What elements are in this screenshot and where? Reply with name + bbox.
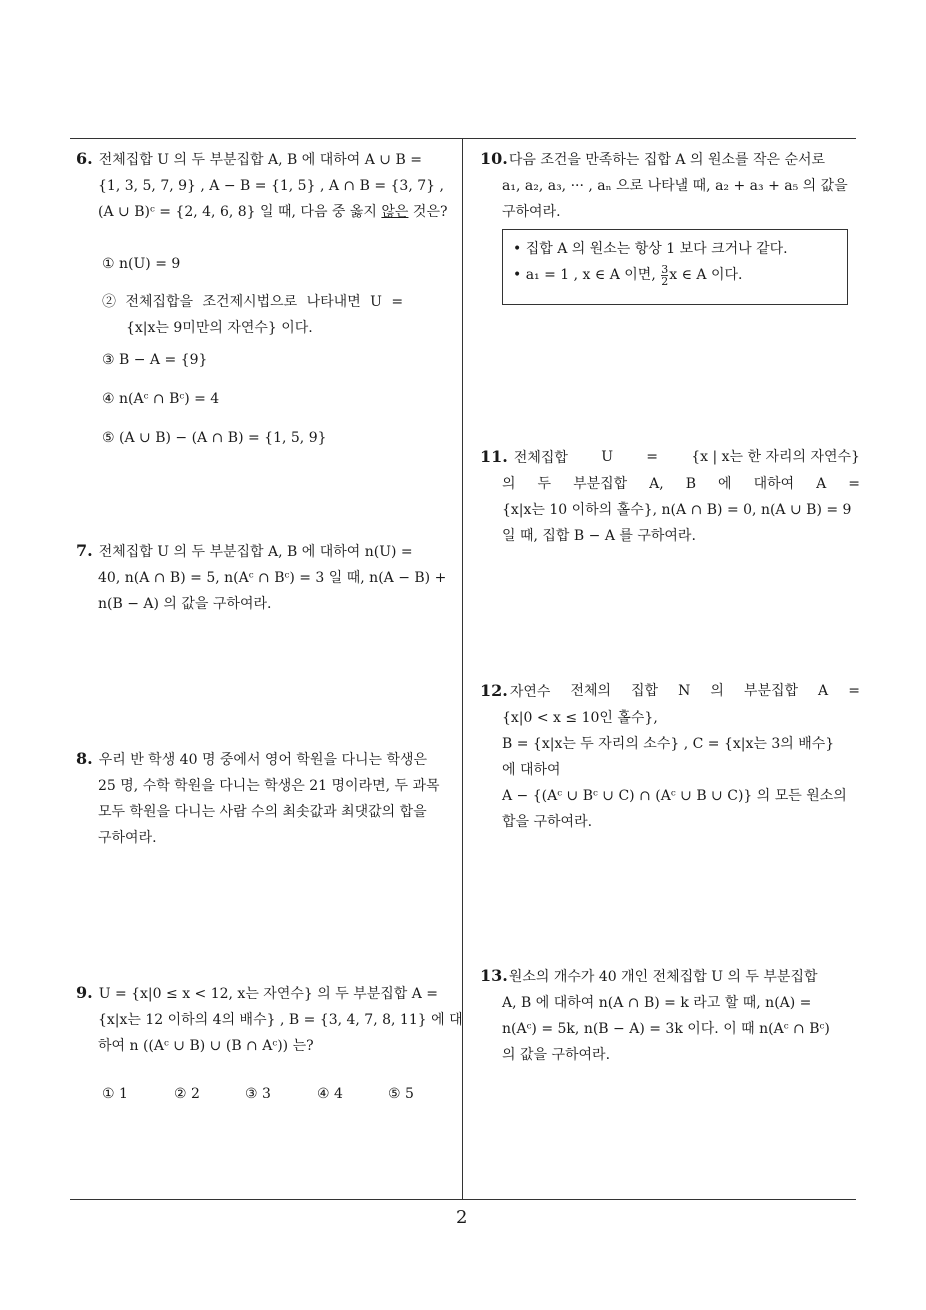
question-text-line: a₁, a₂, a₃, ··· , aₙ 으로 나타낼 때, a₂ + a₃ + a₅ 의 값을 (502, 178, 848, 194)
question-9 (76, 980, 463, 1059)
question-number: 10. (480, 149, 508, 168)
question-text-line: 합을 구하여라. (502, 814, 593, 830)
question-text-line: 25 명, 수학 학원을 다니는 학생은 21 명이라면, 두 과목 (98, 778, 440, 794)
question-word: 에 (718, 476, 732, 492)
question-word: = (848, 683, 860, 699)
question-13 (480, 963, 860, 1068)
question-number: 13. (480, 966, 508, 985)
question-word: 전체집합 (513, 450, 568, 466)
question-text-line: 일 때, 집합 B − A 를 구하여라. (502, 528, 696, 544)
condition-line-2-tail: x ∈ A 이다. (669, 267, 743, 283)
question-text-line: {x|x는 10 이하의 홀수}, n(A ∩ B) = 0, n(A ∪ B) = 9 (502, 502, 852, 518)
question-word: 의 (710, 683, 724, 699)
question-word: 의 (502, 476, 516, 492)
column-divider (462, 138, 463, 1200)
question-word: = (848, 476, 860, 492)
q9-choice-4: ④ 4 (317, 1086, 343, 1102)
q6-choice-2-cont: {x|x는 9미만의 자연수} 이다. (126, 320, 313, 336)
question-text-line: n(Aᶜ) = 5k, n(B − A) = 3k 이다. 이 때 n(Aᶜ ∩ Bᶜ) (502, 1021, 830, 1037)
question-text-line: 전체집합 U 의 두 부분집합 A, B 에 대하여 n(U) = (98, 544, 413, 560)
question-text-line: 구하여라. (502, 204, 561, 220)
question-text-line: (A ∪ B)ᶜ = {2, 4, 6, 8} 일 때, 다음 중 옳지 (98, 204, 382, 220)
q9-choice-5: ⑤ 5 (388, 1086, 414, 1102)
q6-choice-1: ① n(U) = 9 (102, 256, 181, 272)
question-word: A (818, 683, 829, 699)
underlined-word: 않은 (381, 204, 409, 220)
question-word: 자연수 (509, 684, 551, 700)
question-word: {x | x는 한 자리의 자연수} (691, 449, 860, 465)
question-text-line: 구하여라. (98, 830, 157, 846)
top-rule (70, 138, 856, 139)
q9-choices (102, 1086, 428, 1102)
question-text-line: 의 값을 구하여라. (502, 1047, 611, 1063)
q6-choice-3: ③ B − A = {9} (102, 352, 208, 368)
question-text-line: {x|0 < x ≤ 10인 홀수}, (502, 710, 658, 726)
question-word: U (601, 449, 613, 465)
question-text-line: A, B 에 대하여 n(A ∩ B) = k 라고 할 때, n(A) = (502, 995, 812, 1011)
question-7 (76, 538, 456, 617)
fraction-denominator: 2 (661, 274, 669, 288)
question-word: 대하여 (753, 476, 795, 492)
question-number: 7. (76, 541, 93, 560)
question-word: 전체의 (570, 683, 612, 699)
q9-choice-3: ③ 3 (245, 1086, 271, 1102)
q9-choice-1: ① 1 (102, 1086, 128, 1102)
question-word: 두 (537, 476, 552, 492)
question-number: 6. (76, 149, 93, 168)
question-number: 8. (76, 749, 93, 768)
question-text-line: 하여 n ((Aᶜ ∪ B) ∪ (B ∩ Aᶜ)) 는? (98, 1038, 314, 1054)
question-text-line: 원소의 개수가 40 개인 전체집합 U 의 두 부분집합 (508, 969, 818, 985)
question-text-line: B = {x|x는 두 자리의 소수} , C = {x|x는 3의 배수} (502, 736, 835, 752)
fraction (661, 264, 668, 287)
question-text-line: 에 대하여 (502, 762, 561, 778)
question-word: 집합 (631, 683, 659, 699)
question-number: 9. (76, 983, 93, 1002)
question-text-line: n(B − A) 의 값을 구하여라. (98, 596, 272, 612)
condition-line-1: • 집합 A 의 원소는 항상 1 보다 크거나 같다. (513, 241, 788, 257)
question-text-line: 다음 조건을 만족하는 집합 A 의 원소를 작은 순서로 (508, 152, 826, 168)
question-word: B (685, 476, 697, 492)
question-word: 부분집합 (743, 683, 799, 699)
question-text-line: 40, n(A ∩ B) = 5, n(Aᶜ ∩ Bᶜ) = 3 일 때, n(A − B) + (98, 570, 447, 586)
fraction-numerator: 3 (661, 262, 669, 276)
question-text-line: {1, 3, 5, 7, 9} , A − B = {1, 5} , A ∩ B = {3, 7} , (98, 178, 444, 194)
q9-choice-2: ② 2 (174, 1086, 200, 1102)
question-11 (480, 444, 860, 549)
bottom-rule (70, 1199, 856, 1200)
q6-choice-4: ④ n(Aᶜ ∩ Bᶜ) = 4 (102, 391, 220, 407)
question-word: = (646, 449, 658, 465)
question-number: 11. (480, 447, 508, 466)
question-12 (480, 678, 860, 835)
question-8 (76, 746, 456, 851)
question-text-line: U = {x|0 ≤ x < 12, x는 자연수} 의 두 부분집합 A = (98, 986, 439, 1002)
question-text-line: A − {(Aᶜ ∪ Bᶜ ∪ C) ∩ (Aᶜ ∪ B ∪ C)} 의 모든 원소의 (502, 788, 847, 804)
question-text-tail: 것은? (408, 204, 448, 220)
question-word: A, (649, 476, 664, 492)
question-word: 부분집합 (573, 476, 628, 492)
condition-line-2: • a₁ = 1 , x ∈ A 이면, (513, 267, 661, 283)
question-text-line: {x|x는 12 이하의 4의 배수} , B = {3, 4, 7, 8, 11} 에 대 (98, 1012, 463, 1028)
q6-choice-5: ⑤ (A ∪ B) − (A ∩ B) = {1, 5, 9} (102, 430, 327, 446)
q6-choice-2: ② 전체집합을 조건제시법으로 나타내면 U = (102, 294, 404, 310)
question-number: 12. (480, 681, 508, 700)
question-text-line: 모두 학원을 다니는 사람 수의 최솟값과 최댓값의 합을 (98, 804, 427, 820)
question-text-line: 우리 반 학생 40 명 중에서 영어 학원을 다니는 학생은 (98, 752, 428, 768)
question-6 (76, 146, 456, 225)
page-number: 2 (456, 1207, 468, 1228)
question-word: A (816, 476, 827, 492)
condition-box (502, 229, 848, 305)
question-word: N (678, 683, 691, 699)
question-10 (480, 146, 860, 225)
question-text-line: 전체집합 U 의 두 부분집합 A, B 에 대하여 A ∪ B = (98, 152, 422, 168)
